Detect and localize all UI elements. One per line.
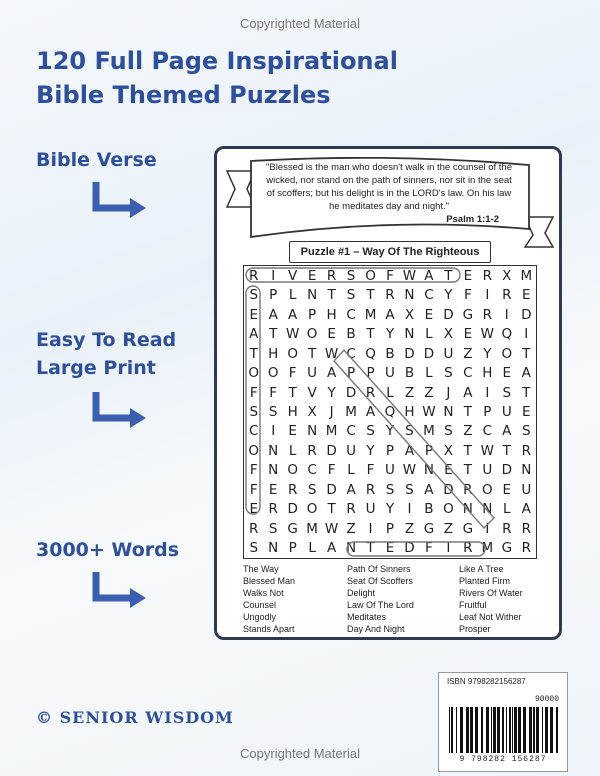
grid-letter: S: [521, 423, 531, 440]
grid-letter: S: [444, 365, 453, 382]
grid-letter: N: [404, 287, 415, 304]
grid-letter: O: [306, 326, 318, 343]
grid-letter: T: [522, 384, 531, 401]
grid-letter: D: [521, 306, 532, 323]
grid-letter: C: [424, 287, 434, 304]
grid-letter: B: [346, 326, 356, 343]
grid-letter: I: [524, 326, 529, 343]
grid-letter: S: [444, 423, 453, 440]
grid-letter: D: [443, 481, 454, 498]
grid-letter: T: [327, 501, 336, 518]
grid-letter: P: [288, 540, 297, 557]
word-list-item: Walks Not: [243, 588, 284, 598]
grid-letter: X: [443, 326, 454, 343]
grid-letter: A: [365, 403, 376, 420]
grid-letter: F: [425, 540, 433, 557]
grid-letter: R: [521, 540, 531, 557]
grid-letter: S: [268, 403, 278, 420]
grid-letter: Y: [385, 326, 395, 343]
grid-letter: M: [520, 267, 533, 284]
grid-letter: E: [463, 267, 473, 284]
grid-letter: S: [346, 267, 356, 284]
word-list-item: Stands Apart: [243, 624, 295, 634]
grid-letter: G: [462, 520, 474, 537]
grid-letter: E: [522, 403, 531, 420]
grid-letter: E: [327, 326, 336, 343]
grid-letter: A: [463, 384, 473, 401]
grid-letter: A: [268, 306, 278, 323]
grid-letter: L: [347, 462, 355, 479]
bend-arrow-icon: [88, 180, 150, 220]
grid-letter: E: [385, 540, 395, 557]
grid-letter: T: [463, 403, 472, 420]
word-list-item: Leaf Not Wither: [459, 612, 522, 622]
grid-letter: U: [307, 365, 318, 382]
word-list-item: Path Of Sinners: [347, 564, 411, 574]
grid-letter: C: [346, 345, 356, 362]
grid-letter: A: [424, 481, 434, 498]
grid-letter: M: [325, 423, 338, 440]
headline-line-1: 120 Full Page Inspirational: [36, 47, 398, 75]
grid-letter: I: [504, 306, 509, 323]
grid-letter: R: [268, 501, 278, 518]
grid-letter: G: [423, 520, 435, 537]
grid-letter: M: [364, 306, 377, 323]
grid-letter: D: [423, 345, 435, 362]
grid-letter: Z: [424, 384, 434, 401]
grid-letter: T: [366, 326, 375, 343]
feature-label: Bible Verse: [36, 149, 157, 171]
headline: [36, 44, 398, 112]
grid-letter: R: [307, 442, 317, 459]
grid-letter: F: [327, 462, 336, 479]
price-code: 90000: [534, 695, 559, 704]
grid-letter: T: [308, 345, 317, 362]
grid-letter: O: [306, 501, 318, 518]
grid-letter: X: [502, 267, 512, 284]
grid-letter: C: [346, 306, 356, 323]
grid-letter: R: [482, 306, 493, 323]
grid-letter: T: [288, 384, 297, 401]
grid-letter: R: [249, 267, 259, 284]
grid-letter: N: [307, 287, 318, 304]
grid-letter: W: [422, 403, 436, 420]
feature-word-count: [36, 536, 179, 564]
grid-letter: X: [443, 442, 454, 459]
grid-letter: E: [463, 326, 473, 343]
grid-letter: P: [269, 287, 278, 304]
grid-letter: W: [480, 326, 494, 343]
grid-letter: R: [346, 501, 356, 518]
grid-letter: L: [425, 326, 433, 343]
grid-letter: T: [463, 462, 472, 479]
grid-letter: T: [327, 287, 336, 304]
isbn-label: ISBN 9798282156287: [447, 677, 526, 686]
grid-letter: F: [249, 384, 258, 401]
grid-letter: E: [424, 306, 434, 323]
letter-grid: [244, 266, 536, 558]
grid-letter: H: [268, 345, 279, 362]
grid-letter: S: [385, 481, 395, 498]
grid-letter: F: [288, 365, 297, 382]
grid-letter: U: [346, 442, 356, 459]
grid-letter: Z: [404, 520, 415, 537]
grid-letter: W: [480, 442, 494, 459]
grid-letter: X: [307, 403, 317, 420]
grid-letter: A: [249, 326, 259, 343]
grid-letter: N: [268, 540, 279, 557]
grid-letter: Q: [501, 326, 513, 343]
grid-letter: H: [404, 403, 415, 420]
grid-letter: A: [288, 306, 298, 323]
grid-letter: J: [446, 384, 451, 401]
grid-letter: O: [287, 345, 298, 362]
grid-letter: P: [346, 365, 356, 382]
copyright-notice-bottom: Copyrighted Material: [240, 746, 360, 761]
word-list-item: Counsel: [243, 600, 277, 610]
grid-letter: H: [326, 306, 337, 323]
grid-letter: L: [425, 365, 433, 382]
word-list-item: Like A Tree: [459, 564, 504, 574]
grid-letter: T: [444, 267, 453, 284]
grid-letter: P: [308, 306, 317, 323]
grid-letter: S: [366, 423, 375, 440]
grid-letter: D: [287, 501, 298, 518]
grid-letter: W: [324, 520, 339, 537]
grid-letter: R: [502, 520, 512, 537]
grid-letter: L: [288, 442, 297, 459]
grid-letter: Z: [463, 345, 473, 362]
word-list-item: Meditates: [347, 612, 387, 622]
grid-letter: R: [463, 540, 473, 557]
grid-letter: N: [346, 540, 357, 557]
grid-letter: O: [248, 442, 260, 459]
grid-letter: S: [249, 403, 259, 420]
puzzle-title: Puzzle #1 – Way Of The Righteous: [289, 241, 491, 263]
grid-letter: A: [326, 540, 337, 557]
bend-arrow-icon: [88, 390, 150, 430]
grid-letter: E: [502, 365, 512, 382]
grid-letter: P: [366, 365, 375, 382]
grid-letter: M: [423, 423, 435, 440]
grid-letter: B: [385, 345, 395, 362]
grid-letter: O: [443, 501, 454, 518]
grid-letter: R: [482, 267, 493, 284]
grid-letter: U: [501, 403, 512, 420]
word-list-item: Law Of The Lord: [347, 600, 414, 610]
grid-letter: I: [446, 540, 451, 557]
grid-letter: A: [521, 501, 531, 518]
grid-letter: R: [326, 267, 337, 284]
headline-line-2: Bible Themed Puzzles: [36, 81, 331, 109]
grid-letter: C: [346, 423, 356, 440]
grid-letter: P: [385, 442, 395, 459]
grid-letter: L: [503, 501, 511, 518]
grid-letter: R: [365, 481, 376, 498]
grid-letter: W: [324, 345, 339, 362]
bend-arrow-icon: [88, 570, 150, 610]
grid-letter: B: [424, 501, 434, 518]
grid-letter: T: [249, 345, 258, 362]
grid-letter: M: [345, 403, 357, 420]
grid-letter: Y: [327, 384, 336, 401]
grid-letter: Y: [483, 345, 492, 362]
verse-reference: Psalm 1:1-2: [446, 214, 499, 225]
copyright-notice-top: Copyrighted Material: [240, 16, 360, 31]
grid-letter: U: [521, 481, 532, 498]
word-list-item: Seat Of Scoffers: [347, 576, 413, 586]
grid-letter: G: [287, 520, 298, 537]
grid-letter: P: [483, 403, 492, 420]
grid-letter: U: [443, 345, 454, 362]
grid-letter: F: [463, 287, 472, 304]
grid-letter: S: [268, 520, 278, 537]
grid-letter: A: [502, 423, 512, 440]
feature-label: 3000+ Words: [36, 539, 180, 561]
grid-letter: O: [365, 267, 376, 284]
grid-letter: Y: [444, 287, 453, 304]
grid-letter: D: [501, 462, 512, 479]
grid-letter: N: [462, 501, 473, 518]
word-list-item: Ungodly: [243, 612, 277, 622]
grid-letter: A: [326, 365, 337, 382]
grid-letter: B: [404, 365, 415, 382]
grid-letter: Q: [384, 403, 396, 420]
grid-letter: N: [482, 501, 493, 518]
grid-letter: F: [366, 462, 375, 479]
grid-letter: R: [521, 442, 531, 459]
grid-letter: I: [407, 501, 412, 518]
grid-letter: R: [463, 481, 473, 498]
grid-letter: E: [444, 462, 453, 479]
grid-letter: Z: [443, 520, 454, 537]
grid-letter: W: [402, 462, 417, 479]
verse-quote: "Blessed is the man who doesn't walk in the counsel of the wicked, nor stand on the path of sinners, nor sit in the seat of scoffers; but his delight is in the LORD's law. On his law he meditates day and night.": [266, 162, 512, 212]
grid-letter: R: [365, 384, 376, 401]
grid-letter: W: [402, 267, 417, 284]
grid-letter: L: [386, 384, 394, 401]
grid-letter: N: [268, 462, 279, 479]
grid-letter: R: [249, 520, 259, 537]
grid-letter: E: [288, 423, 297, 440]
grid-letter: T: [366, 287, 375, 304]
grid-letter: M: [306, 520, 318, 537]
grid-letter: R: [287, 481, 298, 498]
grid-letter: A: [385, 306, 395, 323]
grid-letter: E: [249, 306, 258, 323]
word-list-item: Prosper: [459, 624, 491, 634]
grid-letter: A: [404, 442, 415, 459]
grid-letter: C: [307, 462, 317, 479]
grid-letter: Z: [463, 423, 473, 440]
grid-letter: N: [521, 462, 532, 479]
grid-letter: A: [424, 267, 434, 284]
sample-puzzle-page: [214, 146, 562, 640]
grid-letter: F: [269, 384, 278, 401]
word-list-item: The Way: [243, 564, 279, 574]
grid-letter: Z: [404, 384, 415, 401]
grid-letter: S: [346, 287, 356, 304]
grid-letter: N: [268, 442, 279, 459]
grid-letter: D: [345, 384, 357, 401]
grid-letter: H: [287, 403, 298, 420]
publisher-brand: © SENIOR WISDOM: [36, 708, 234, 727]
grid-letter: A: [346, 481, 356, 498]
grid-letter: S: [249, 287, 259, 304]
grid-letter: I: [271, 423, 276, 440]
word-list-item: Fruitful: [459, 600, 487, 610]
grid-letter: R: [502, 287, 512, 304]
grid-letter: Y: [385, 501, 395, 518]
grid-letter: T: [502, 442, 511, 459]
grid-letter: I: [485, 520, 490, 537]
grid-letter: E: [268, 481, 278, 498]
grid-letter: V: [307, 384, 317, 401]
grid-letter: D: [443, 306, 454, 323]
grid-letter: D: [326, 481, 337, 498]
grid-letter: S: [307, 481, 317, 498]
grid-letter: I: [485, 287, 490, 304]
grid-letter: E: [522, 287, 531, 304]
grid-letter: W: [285, 326, 300, 343]
grid-letter: J: [329, 403, 334, 420]
grid-letter: T: [366, 540, 375, 557]
feature-large-print: [36, 326, 176, 382]
grid-letter: N: [443, 403, 454, 420]
word-list: [243, 563, 543, 635]
grid-letter: U: [482, 462, 493, 479]
grid-letter: T: [522, 345, 531, 362]
feature-label: Large Print: [36, 357, 156, 379]
grid-letter: G: [501, 540, 513, 557]
grid-letter: N: [404, 326, 415, 343]
grid-letter: F: [249, 462, 258, 479]
grid-letter: F: [249, 481, 258, 498]
word-list-item: Rivers Of Water: [459, 588, 523, 598]
bible-verse-text: [265, 161, 513, 226]
grid-letter: O: [248, 365, 260, 382]
grid-letter: S: [502, 384, 512, 401]
grid-letter: C: [249, 423, 259, 440]
grid-letter: I: [485, 384, 490, 401]
grid-letter: I: [368, 520, 373, 537]
grid-letter: O: [482, 481, 493, 498]
grid-letter: V: [288, 267, 298, 284]
feature-label: Easy To Read: [36, 329, 177, 351]
grid-letter: P: [385, 520, 395, 537]
grid-letter: N: [307, 423, 318, 440]
grid-letter: H: [482, 365, 493, 382]
grid-letter: U: [365, 501, 376, 518]
grid-letter: R: [521, 520, 531, 537]
grid-letter: C: [482, 423, 493, 440]
grid-letter: A: [521, 365, 531, 382]
grid-letter: F: [386, 267, 394, 284]
grid-letter: D: [404, 540, 415, 557]
grid-letter: S: [249, 540, 259, 557]
grid-letter: Y: [366, 442, 375, 459]
word-list-item: Planted Firm: [459, 576, 511, 586]
grid-letter: U: [385, 365, 395, 382]
grid-letter: S: [405, 481, 414, 498]
grid-letter: O: [267, 365, 279, 382]
grid-letter: E: [502, 481, 512, 498]
grid-letter: L: [308, 540, 316, 557]
grid-letter: S: [405, 423, 414, 440]
grid-letter: G: [462, 306, 474, 323]
word-list-item: Blessed Man: [243, 576, 296, 586]
grid-letter: R: [385, 287, 395, 304]
grid-letter: Y: [385, 423, 395, 440]
grid-letter: Q: [365, 345, 376, 362]
grid-letter: T: [269, 326, 278, 343]
grid-letter: E: [307, 267, 317, 284]
grid-letter: I: [271, 267, 276, 284]
grid-letter: M: [481, 540, 494, 557]
grid-letter: N: [423, 462, 434, 479]
grid-letter: Z: [346, 520, 356, 537]
grid-letter: C: [463, 365, 473, 382]
word-list-item: Day And Night: [347, 624, 405, 634]
word-list-item: Delight: [347, 588, 376, 598]
grid-letter: T: [463, 442, 472, 459]
grid-letter: P: [424, 442, 433, 459]
grid-letter: X: [404, 306, 415, 323]
grid-letter: E: [249, 501, 258, 518]
grid-letter: D: [326, 442, 337, 459]
grid-letter: D: [404, 345, 415, 362]
grid-letter: O: [501, 345, 513, 362]
grid-letter: U: [385, 462, 395, 479]
feature-bible-verse: [36, 146, 157, 174]
grid-letter: L: [288, 287, 297, 304]
grid-letter: O: [287, 462, 298, 479]
isbn-digits: 9 798282 156287: [459, 755, 547, 764]
word-search-grid: [243, 265, 537, 559]
